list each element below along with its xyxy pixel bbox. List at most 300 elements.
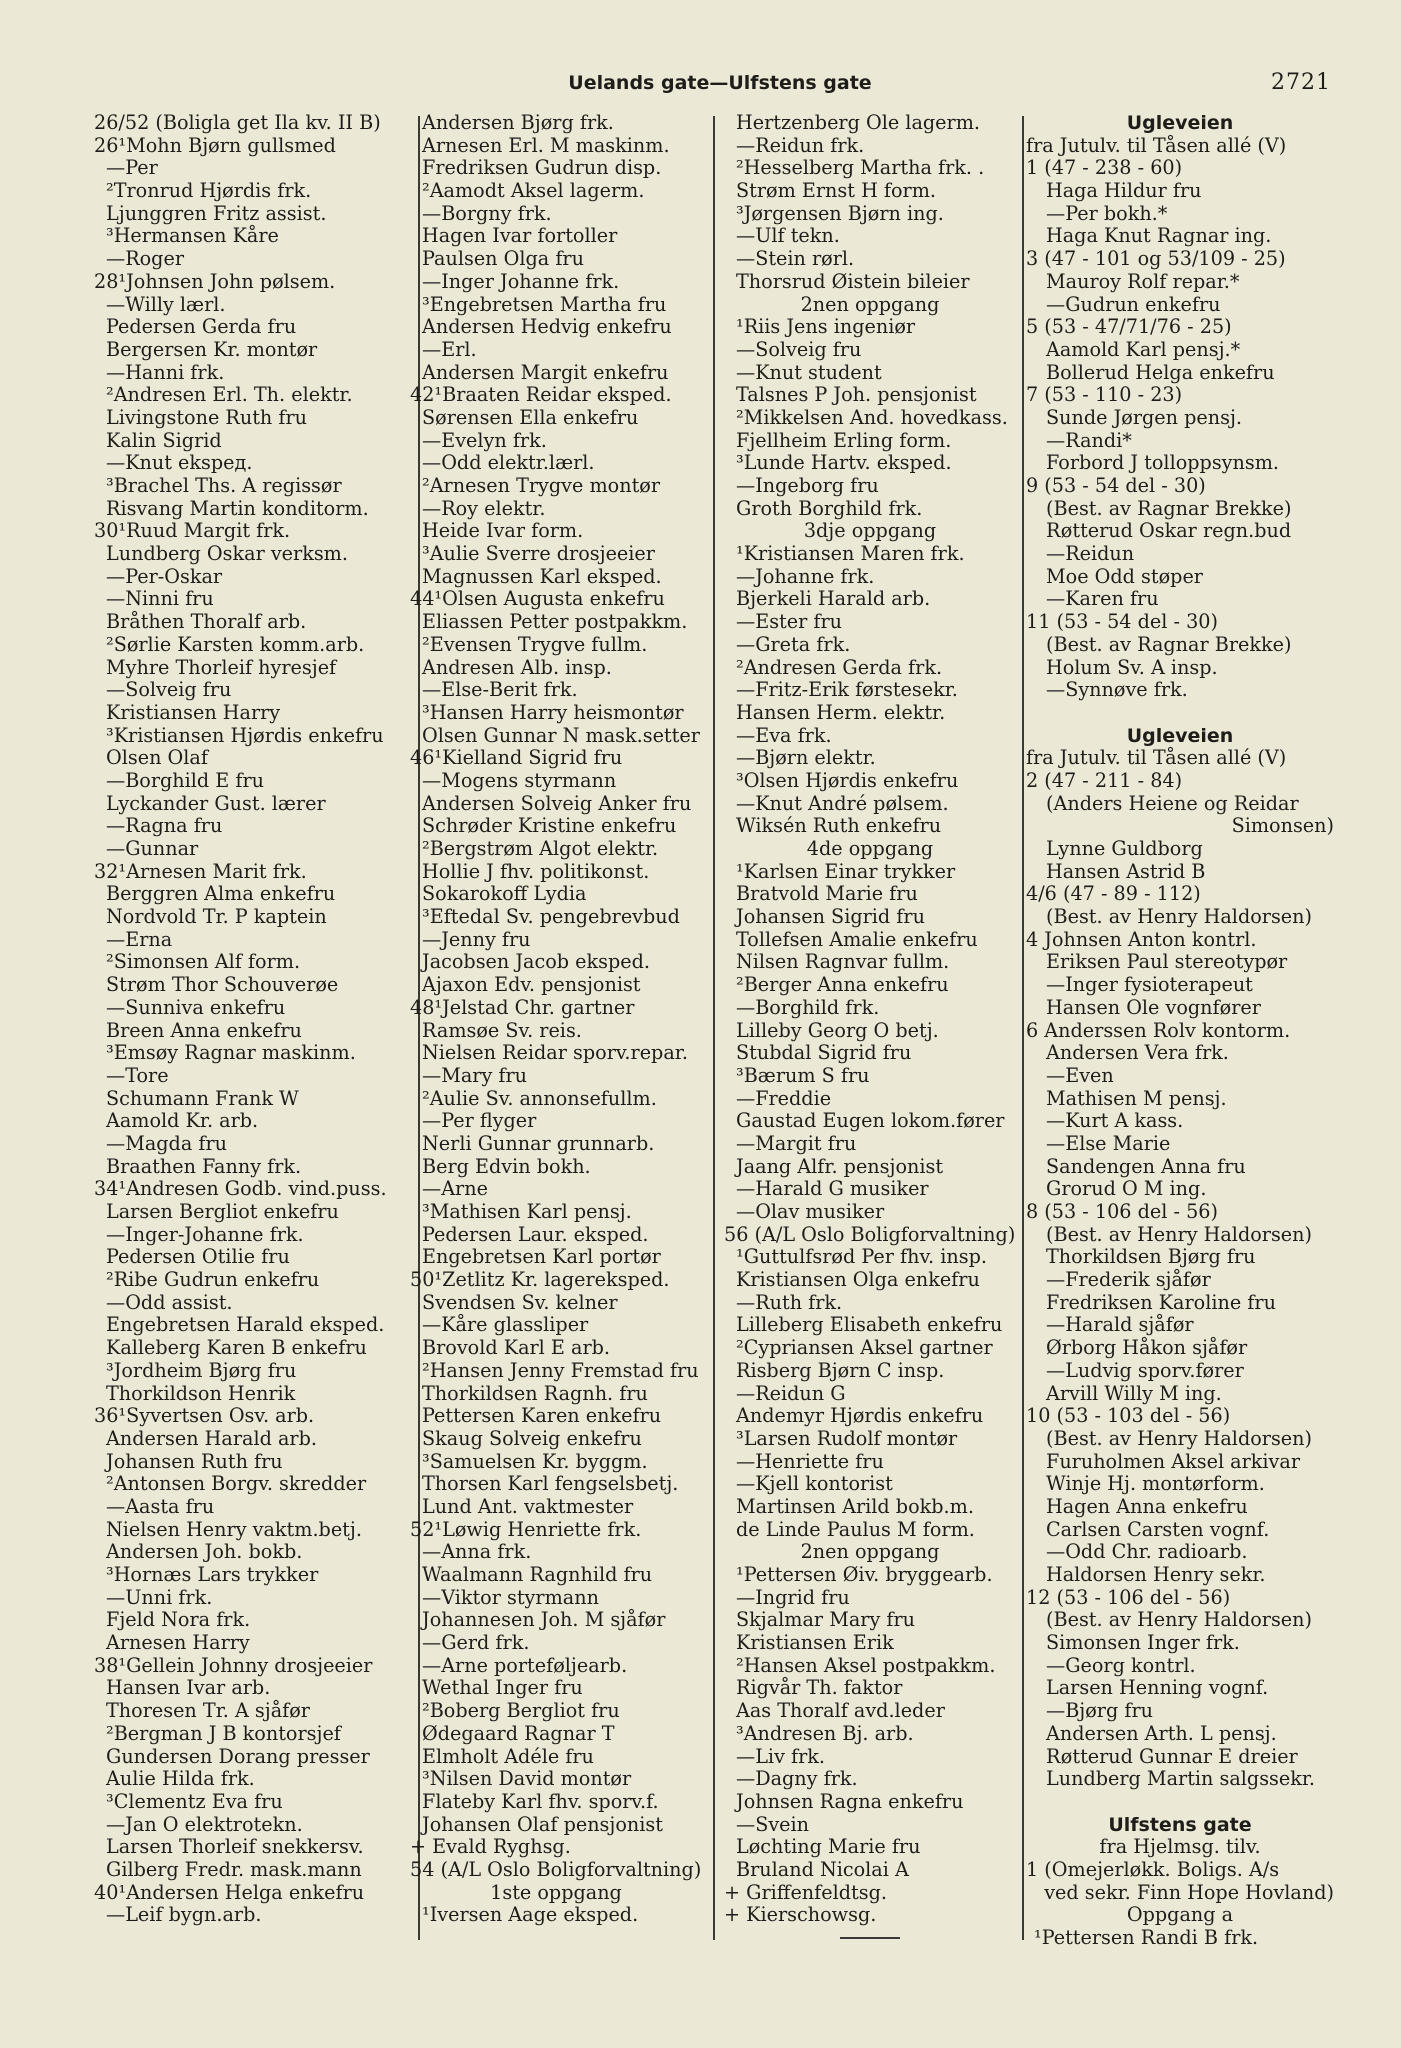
directory-entry: ²Hesselberg Martha frk. .: [736, 156, 985, 180]
directory-entry: Sørensen Ella enkefru: [422, 405, 639, 429]
directory-entry: Schrøder Kristine enkefru: [422, 814, 677, 838]
directory-entry: Fjeld Nora frk.: [106, 1608, 251, 1632]
directory-entry: —Kurt A kass.: [1046, 1109, 1184, 1133]
directory-entry: Carlsen Carsten vognf.: [1046, 1517, 1270, 1541]
directory-entry: Heide Ivar form.: [422, 519, 584, 543]
directory-entry: —Per: [106, 156, 158, 180]
directory-entry: Haga Knut Ragnar ing.: [1046, 224, 1272, 248]
directory-entry: Hansen Astrid B: [1046, 859, 1206, 883]
directory-entry: ²Cypriansen Aksel gartner: [736, 1336, 993, 1360]
directory-entry: ¹Guttulfsrød Per fhv. insp.: [736, 1245, 987, 1269]
directory-entry: —Arne: [422, 1177, 488, 1201]
directory-entry: Andersen Vera frk.: [1046, 1041, 1229, 1065]
directory-entry: —Solveig fru: [736, 337, 862, 361]
directory-entry: —Inger fysioterapeut: [1046, 973, 1253, 997]
directory-entry: 1 (Omejerløkk. Boligs. A/s: [1026, 1857, 1280, 1881]
directory-entry: 40¹Andersen Helga enkefru: [94, 1880, 365, 1904]
directory-entry: ²Andresen Erl. Th. elektr.: [106, 383, 353, 407]
directory-entry: (Best. av Ragnar Brekke): [1046, 496, 1292, 520]
directory-entry: Aamold Karl pensj.*: [1046, 337, 1241, 361]
directory-entry: —Liv frk.: [736, 1744, 826, 1768]
directory-entry: 28¹Johnsen John pølsem.: [94, 269, 336, 293]
running-title: Uelands gate—Ulfstens gate: [568, 72, 872, 94]
directory-entry: —Odd Chr. radioarb.: [1046, 1540, 1248, 1564]
directory-entry: —Anna frk.: [422, 1540, 532, 1564]
directory-entry: —Gunnar: [106, 837, 199, 860]
column-4: [1026, 112, 1334, 1950]
directory-entry: 10 (53 - 103 del - 56): [1026, 1404, 1231, 1428]
directory-entry: Thorkildsen Bjørg fru: [1046, 1245, 1256, 1269]
directory-entry: 1ste oppgang: [490, 1880, 622, 1904]
directory-entry: —Reidun: [1046, 542, 1135, 566]
directory-entry: —Kåre glassliper: [422, 1313, 589, 1337]
directory-entry: Lilleby Georg O betj.: [736, 1018, 939, 1042]
directory-entry: —Randi*: [1046, 428, 1132, 452]
directory-entry: Fjellheim Erling form.: [736, 428, 952, 452]
directory-entry: ²Antonsen Borgv. skredder: [106, 1472, 367, 1496]
directory-entry: Jaang Alfr. pensjonist: [736, 1154, 944, 1178]
directory-entry: Simonsen): [1231, 814, 1334, 838]
directory-entry: 8 (53 - 106 del - 56): [1026, 1200, 1218, 1223]
directory-entry: 3 (47 - 101 og 53/109 - 25): [1026, 247, 1286, 271]
directory-entry: Risvang Martin konditorm.: [106, 496, 369, 520]
directory-entry: Thorsen Karl fengselsbetj.: [422, 1472, 679, 1496]
directory-entry: 11 (53 - 54 del - 30): [1026, 610, 1218, 634]
directory-entry: Eriksen Paul stereotypør: [1046, 950, 1288, 974]
directory-entry: ³Bærum S fru: [736, 1063, 870, 1087]
directory-entry: Olsen Olaf: [106, 746, 208, 770]
directory-entry: Elmholt Adéle fru: [422, 1744, 594, 1768]
directory-entry: Nordvold Tr. P kaptein: [106, 905, 327, 929]
directory-entry: Aulie Hilda frk.: [106, 1767, 255, 1791]
directory-entry: Hansen Herm. elektr.: [736, 700, 946, 724]
directory-entry: Løchting Marie fru: [736, 1835, 921, 1859]
directory-entry: —Borghild E fru: [106, 768, 265, 792]
directory-entry: ²Evensen Trygve fullm.: [422, 632, 648, 656]
directory-entry: —Ingeborg fru: [736, 474, 879, 497]
directory-entry: 4/6 (47 - 89 - 112): [1026, 882, 1201, 906]
directory-entry: —Sunniva enkefru: [106, 995, 286, 1019]
directory-entry: Bollerud Helga enkefru: [1046, 360, 1275, 384]
directory-entry: Jacobsen Jacob eksped.: [422, 950, 651, 974]
directory-entry: Røtterud Gunnar E dreier: [1046, 1744, 1298, 1768]
directory-entry: —Else-Berit frk.: [422, 678, 578, 702]
directory-entry: Ramsøe Sv. reis.: [422, 1018, 582, 1042]
directory-entry: —Unni frk.: [106, 1585, 213, 1609]
directory-entry: Kalin Sigrid: [106, 428, 222, 452]
directory-entry: —Stein rørl.: [736, 247, 855, 271]
directory-entry: 38¹Gellein Johnny drosjeeier: [94, 1653, 373, 1677]
column-1: [86, 112, 412, 1927]
directory-entry: Andersen Joh. bokb.: [106, 1540, 303, 1564]
directory-entry: Bratvold Marie fru: [736, 882, 918, 906]
directory-entry: Johnsen Ragna enkefru: [736, 1789, 964, 1813]
directory-entry: Andersen Harald arb.: [106, 1426, 317, 1450]
directory-entry: —Per flyger: [422, 1109, 537, 1133]
directory-entry: Johannesen Joh. M sjåfør: [422, 1608, 666, 1632]
directory-entry: —Ruth frk.: [736, 1290, 843, 1314]
directory-entry: Mathisen M pensj.: [1046, 1086, 1227, 1110]
directory-entry: ²Simonsen Alf form.: [106, 950, 301, 974]
directory-entry: Breen Anna enkefru: [106, 1018, 302, 1042]
directory-entry: Waalmann Ragnhild fru: [422, 1563, 653, 1586]
directory-entry: ²Bergman J B kontorsjef: [106, 1721, 341, 1745]
directory-entry: ³Larsen Rudolf montør: [736, 1426, 958, 1450]
directory-entry: Wiksén Ruth enkefru: [736, 814, 942, 838]
directory-entry: Hagen Anna enkefru: [1046, 1494, 1248, 1518]
directory-entry: —Aasta fru: [106, 1494, 215, 1518]
directory-entry: 5 (53 - 47/71/76 - 25): [1026, 315, 1232, 339]
directory-entry: 9 (53 - 54 del - 30): [1026, 474, 1206, 497]
directory-entry: Kristiansen Erik: [736, 1631, 894, 1655]
directory-entry: 2nen oppgang: [800, 1540, 940, 1564]
directory-entry: Sandengen Anna fru: [1046, 1154, 1246, 1178]
directory-entry: ³Kristiansen Hjørdis enkefru: [106, 723, 384, 747]
directory-entry: ²Aulie Sv. annonsefullm.: [422, 1086, 657, 1110]
directory-entry: Grorud O M ing.: [1046, 1177, 1207, 1201]
directory-entry: ³Brachel Ths. A regissør: [106, 474, 342, 497]
directory-entry: Røtterud Oskar regn.bud: [1046, 519, 1292, 543]
directory-entry: Thorkildson Henrik: [106, 1381, 296, 1405]
directory-entry: 1 (47 - 238 - 60): [1026, 156, 1183, 180]
directory-entry: Furuholmen Aksel arkivar: [1046, 1449, 1301, 1473]
directory-entry: Nielsen Reidar sporv.repar.: [422, 1041, 688, 1065]
directory-entry: Tollefsen Amalie enkefru: [736, 927, 978, 951]
directory-entry: —Leif bygn.arb.: [106, 1903, 262, 1927]
directory-entry: —Solveig fru: [106, 678, 232, 702]
directory-entry: Lilleberg Elisabeth enkefru: [736, 1313, 1003, 1337]
directory-entry: 34¹Andresen Godb. vind.puss.: [94, 1177, 387, 1201]
directory-entry: + Kierschowsg.: [724, 1903, 877, 1927]
directory-entry: —Ester fru: [736, 610, 843, 634]
directory-entry: Ljunggren Fritz assist.: [106, 201, 327, 225]
directory-entry: —Roger: [106, 247, 184, 271]
directory-entry: 54 (A/L Oslo Boligforvaltning): [410, 1857, 702, 1881]
directory-entry: Engebretsen Harald eksped.: [106, 1313, 385, 1337]
directory-entry: ¹Riis Jens ingeniør: [736, 315, 916, 339]
directory-entry: —Margit fru: [736, 1131, 857, 1155]
directory-entry: —Borgny frk.: [422, 201, 552, 225]
directory-entry: Wethal Inger fru: [422, 1676, 583, 1700]
directory-entry: (Best. av Ragnar Brekke): [1046, 632, 1292, 656]
directory-entry: —Knut student: [736, 360, 882, 384]
directory-entry: ³Engebretsen Martha fru: [422, 292, 667, 316]
directory-entry: —Jan O elektrotekn.: [106, 1812, 303, 1836]
directory-entry: Myhre Thorleif hyresjef: [106, 655, 337, 679]
directory-entry: —Ulf tekn.: [736, 224, 840, 248]
directory-entry: —Per bokh.*: [1046, 201, 1168, 225]
directory-entry: Johansen Olaf pensjonist: [422, 1812, 663, 1836]
directory-entry: 7 (53 - 110 - 23): [1026, 383, 1183, 407]
directory-entry: Forbord J tolloppsynsm.: [1046, 451, 1280, 475]
directory-entry: 52¹Løwig Henriette frk.: [410, 1517, 642, 1541]
directory-entry: Lund Ant. vaktmester: [422, 1494, 634, 1518]
directory-entry: (Anders Heiene og Reidar: [1046, 791, 1299, 815]
directory-entry: (Best. av Henry Haldorsen): [1046, 1426, 1312, 1450]
directory-entry: —Georg kontrl.: [1046, 1653, 1196, 1677]
directory-entry: Strøm Ernst H form.: [736, 179, 937, 203]
directory-entry: Kalleberg Karen B enkefru: [106, 1336, 367, 1360]
directory-entry: Martinsen Arild bokb.m.: [736, 1494, 974, 1518]
directory-entry: ³Mathisen Karl pensj.: [422, 1200, 632, 1223]
directory-entry: ³Andresen Bj. arb.: [736, 1721, 914, 1745]
directory-entry: + Griffenfeldtsg.: [724, 1880, 887, 1904]
directory-entry: fra Jutulv. til Tåsen allé (V): [1026, 133, 1287, 157]
directory-entry: Engebretsen Karl portør: [422, 1245, 661, 1269]
directory-entry: —Dagny frk.: [736, 1767, 858, 1791]
directory-entry: ²Hansen Jenny Fremstad fru: [422, 1358, 699, 1382]
directory-entry: Larsen Bergliot enkefru: [106, 1200, 339, 1223]
directory-entry: Bråthen Thoralf arb.: [106, 610, 307, 634]
directory-entry: —Reidun frk.: [736, 133, 865, 157]
directory-entry: ²Andresen Gerda frk.: [736, 655, 943, 679]
directory-entry: ²Boberg Bergliot fru: [422, 1699, 620, 1723]
directory-entry: Ajaxon Edv. pensjonist: [422, 973, 641, 997]
directory-entry: de Linde Paulus M form.: [736, 1517, 975, 1541]
directory-entry: Ørborg Håkon sjåfør: [1046, 1336, 1248, 1360]
directory-entry: —Gerd frk.: [422, 1631, 530, 1655]
directory-entry: —Even: [1046, 1063, 1114, 1087]
directory-entry: Holum Sv. A insp.: [1046, 655, 1218, 679]
street-heading: Ugleveien: [1126, 112, 1234, 134]
directory-entry: Oppgang a: [1126, 1903, 1234, 1927]
directory-entry: Andemyr Hjørdis enkefru: [736, 1404, 984, 1428]
directory-entry: —Roy elektr.: [422, 496, 546, 520]
directory-entry: —Eva frk.: [736, 723, 832, 747]
directory-entry: —Reidun G: [736, 1381, 846, 1405]
directory-entry: ³Emsøy Ragnar maskinm.: [106, 1041, 356, 1065]
directory-entry: Gundersen Dorang presser: [106, 1744, 370, 1768]
directory-entry: + Evald Ryghsg.: [410, 1835, 571, 1859]
directory-entry: Pedersen Laur. eksped.: [422, 1222, 649, 1246]
directory-entry: fra Hjelmsg. tilv.: [1099, 1835, 1261, 1859]
directory-entry: Eliassen Petter postpakkm.: [422, 610, 688, 634]
directory-entry: 26¹Mohn Bjørn gullsmed: [94, 133, 336, 157]
directory-entry: ²Ribe Gudrun enkefru: [106, 1268, 320, 1292]
directory-entry: Thorkildsen Ragnh. fru: [422, 1381, 648, 1405]
directory-entry: 44¹Olsen Augusta enkefru: [410, 587, 665, 611]
directory-entry: ²Bergstrøm Algot elektr.: [422, 837, 659, 860]
directory-entry: Sokarokoff Lydia: [422, 882, 587, 906]
directory-entry: —Gudrun enkefru: [1046, 292, 1221, 316]
directory-entry: Rigvår Th. faktor: [736, 1676, 903, 1700]
directory-entry: Berggren Alma enkefru: [106, 882, 336, 906]
directory-entry: Simonsen Inger frk.: [1046, 1631, 1240, 1655]
directory-entry: —Ludvig sporv.fører: [1046, 1358, 1244, 1382]
directory-entry: ¹Karlsen Einar trykker: [736, 859, 956, 883]
directory-entry: —Odd assist.: [106, 1290, 233, 1314]
directory-entry: 2nen oppgang: [800, 292, 940, 316]
directory-entry: —Erna: [106, 927, 173, 951]
directory-entry: ³Hansen Harry heismontør: [422, 700, 684, 724]
directory-entry: 50¹Zetlitz Kr. lagereksped.: [410, 1268, 670, 1292]
directory-entry: Strøm Thor Schouverøe: [106, 973, 339, 997]
directory-entry: —Willy lærl.: [106, 292, 226, 316]
directory-entry: —Karen fru: [1046, 587, 1159, 611]
directory-entry: 12 (53 - 106 del - 56): [1026, 1585, 1231, 1609]
directory-entry: Fredriksen Karoline fru: [1046, 1290, 1276, 1314]
directory-entry: Groth Borghild frk.: [736, 496, 923, 520]
directory-entry: Haga Hildur fru: [1046, 179, 1202, 203]
directory-entry: —Synnøve frk.: [1046, 678, 1188, 702]
directory-entry: —Ninni fru: [106, 587, 214, 611]
directory-entry: —Tore: [106, 1063, 169, 1087]
directory-entry: ²Hansen Aksel postpakkm.: [736, 1653, 996, 1677]
directory-entry: Braathen Fanny frk.: [106, 1154, 302, 1178]
directory-entry: 30¹Ruud Margit frk.: [94, 519, 291, 543]
directory-entry: 48¹Jelstad Chr. gartner: [410, 995, 635, 1019]
directory-entry: ³Aulie Sverre drosjeeier: [422, 542, 655, 566]
directory-entry: —Inger-Johanne frk.: [106, 1222, 304, 1246]
directory-entry: Hollie J fhv. politikonst.: [422, 859, 650, 883]
directory-entry: 3dje oppgang: [803, 519, 937, 543]
directory-entry: 26/52 (Boligla get Ila kv. II B): [94, 112, 381, 134]
directory-entry: ¹Iversen Aage eksped.: [422, 1903, 639, 1927]
directory-entry: ³Hornæs Lars trykker: [106, 1563, 319, 1586]
directory-entry: Winje Hj. montørform.: [1046, 1472, 1265, 1496]
directory-entry: ³Olsen Hjørdis enkefru: [736, 768, 959, 792]
directory-entry: Andresen Alb. insp.: [422, 655, 612, 679]
directory-entry: Ødegaard Ragnar T: [422, 1721, 615, 1745]
directory-entry: Livingstone Ruth fru: [106, 405, 308, 429]
directory-entry: Nilsen Ragnvar fullm.: [736, 950, 950, 974]
directory-entry: Olsen Gunnar N mask.setter: [422, 723, 700, 747]
directory-entry: —Borghild frk.: [736, 995, 880, 1019]
directory-entry: ³Clementz Eva fru: [106, 1789, 283, 1813]
directory-entry: Larsen Henning vognf.: [1046, 1676, 1269, 1700]
directory-entry: Bergersen Kr. montør: [106, 337, 318, 361]
directory-entry: Stubdal Sigrid fru: [736, 1041, 912, 1065]
directory-entry: 56 (A/L Oslo Boligforvaltning): [724, 1222, 1016, 1246]
directory-entry: Haldorsen Henry sekr.: [1046, 1563, 1266, 1586]
directory-entry: —Greta frk.: [736, 632, 851, 656]
directory-entry: Aas Thoralf avd.leder: [736, 1699, 945, 1723]
directory-entry: 36¹Syvertsen Osv. arb.: [94, 1404, 315, 1428]
directory-entry: —Kjell kontorist: [736, 1472, 893, 1496]
directory-entry: —Ingrid fru: [736, 1585, 850, 1609]
directory-entry: —Frederik sjåfør: [1046, 1268, 1211, 1292]
directory-entry: Andersen Bjørg frk.: [422, 112, 614, 134]
column-3: [716, 112, 1024, 1960]
directory-entry: 42¹Braaten Reidar eksped.: [410, 383, 672, 407]
directory-entry: Thorsrud Øistein bileier: [736, 269, 970, 293]
directory-entry: —Harald G musiker: [736, 1177, 929, 1201]
directory-entry: [1026, 1791, 1334, 1814]
directory-entry: Thoresen Tr. A sjåfør: [106, 1699, 310, 1723]
directory-entry: (Best. av Henry Haldorsen): [1046, 1222, 1312, 1246]
directory-entry: Pettersen Karen enkefru: [422, 1404, 662, 1428]
directory-entry: —Mary fru: [422, 1063, 528, 1087]
end-rule: [840, 1937, 900, 1939]
directory-entry: ¹Kristiansen Maren frk.: [736, 542, 965, 566]
directory-entry: Larsen Thorleif snekkersv.: [106, 1835, 364, 1859]
directory-entry: ³Hermansen Kåre: [106, 224, 279, 248]
directory-entry: —Svein: [736, 1812, 810, 1836]
directory-entry: —Johanne frk.: [736, 564, 875, 588]
column-rule: [713, 116, 715, 1940]
directory-entry: Pedersen Gerda fru: [106, 315, 297, 339]
directory-entry: ¹Pettersen Øiv. bryggearb.: [736, 1563, 993, 1586]
directory-entry: —Bjørn elektr.: [736, 746, 876, 770]
directory-entry: Andersen Hedvig enkefru: [422, 315, 672, 339]
directory-entry: Gaustad Eugen lokom.fører: [736, 1109, 1005, 1133]
directory-entry: Moe Odd støper: [1046, 564, 1203, 588]
directory-entry: Aamold Kr. arb.: [106, 1109, 259, 1133]
directory-entry: —Hanni frk.: [106, 360, 225, 384]
directory-entry: —Evelyn frk.: [422, 428, 547, 452]
directory-entry: ²Tronrud Hjørdis frk.: [106, 179, 312, 203]
directory-entry: Fredriksen Gudrun disp.: [422, 156, 662, 180]
directory-entry: —Jenny fru: [422, 927, 531, 951]
directory-entry: ³Jørgensen Bjørn ing.: [736, 201, 944, 225]
directory-entry: —Knut André pølsem.: [736, 791, 949, 815]
directory-entry: Andersen Arth. L pensj.: [1046, 1721, 1277, 1745]
directory-entry: Arnesen Erl. M maskinm.: [422, 133, 670, 157]
directory-entry: Lyckander Gust. lærer: [106, 791, 326, 815]
directory-entry: —Harald sjåfør: [1046, 1313, 1194, 1337]
directory-entry: Mauroy Rolf repar.*: [1046, 269, 1240, 293]
directory-entry: —Mogens styrmann: [422, 768, 617, 792]
directory-entry: Svendsen Sv. kelner: [422, 1290, 618, 1314]
directory-entry: ²Aamodt Aksel lagerm.: [422, 179, 645, 203]
directory-entry: 4 Johnsen Anton kontrl.: [1026, 927, 1257, 951]
directory-entry: Nerli Gunnar grunnarb.: [422, 1131, 655, 1155]
directory-entry: Magnussen Karl eksped.: [422, 564, 662, 588]
directory-entry: ²Sørlie Karsten komm.arb.: [106, 632, 365, 656]
directory-entry: ²Arnesen Trygve montør: [422, 474, 661, 497]
street-heading: Ulfstens gate: [1108, 1813, 1252, 1836]
directory-entry: Paulsen Olga fru: [422, 247, 584, 271]
directory-entry: 6 Anderssen Rolv kontorm.: [1026, 1018, 1291, 1042]
directory-entry: Risberg Bjørn C insp.: [736, 1358, 945, 1382]
directory-entry: Lundberg Martin salgssekr.: [1046, 1767, 1316, 1791]
directory-entry: Hansen Ivar arb.: [106, 1676, 271, 1700]
directory-entry: —Henriette fru: [736, 1449, 884, 1473]
directory-entry: Lundberg Oskar verksm.: [106, 542, 348, 566]
directory-entry: Pedersen Otilie fru: [106, 1245, 290, 1269]
directory-entry: —Arne porteføljearb.: [422, 1653, 628, 1677]
directory-entry: Johansen Ruth fru: [106, 1449, 283, 1473]
directory-entry: ²Berger Anna enkefru: [736, 973, 949, 997]
directory-entry: 2 (47 - 211 - 84): [1026, 768, 1183, 792]
directory-entry: —Odd elektr.lærl.: [422, 451, 595, 475]
directory-entry: Gilberg Fredr. mask.mann: [106, 1857, 362, 1881]
directory-entry: Lynne Guldborg: [1046, 837, 1203, 860]
directory-entry: —Fritz-Erik førstesekr.: [736, 678, 958, 702]
directory-entry: Andersen Margit enkefru: [422, 360, 669, 384]
directory-entry: 32¹Arnesen Marit frk.: [94, 859, 307, 883]
directory-entry: —Else Marie: [1046, 1131, 1171, 1155]
directory-entry: (Best. av Henry Haldorsen): [1046, 905, 1312, 929]
directory-entry: Arnesen Harry: [106, 1631, 250, 1655]
directory-entry: —Erl.: [422, 337, 477, 361]
directory-entry: ³Eftedal Sv. pengebrevbud: [422, 905, 680, 929]
directory-entry: ³Jordheim Bjørg fru: [106, 1358, 297, 1382]
directory-entry: Hagen Ivar fortoller: [422, 224, 618, 248]
page-number: 2721: [1271, 70, 1331, 95]
directory-entry: Flateby Karl fhv. sporv.f.: [422, 1789, 659, 1813]
directory-entry: ³Nilsen David montør: [422, 1767, 632, 1791]
directory-entry: Andersen Solveig Anker fru: [422, 791, 692, 815]
directory-entry: [1026, 702, 1334, 725]
directory-entry: (Best. av Henry Haldorsen): [1046, 1608, 1312, 1632]
directory-entry: —Ragna fru: [106, 814, 223, 838]
column-2: [402, 112, 710, 1927]
directory-entry: Skaug Solveig enkefru: [422, 1426, 642, 1450]
directory-entry: ¹Pettersen Randi B frk.: [1034, 1926, 1259, 1949]
directory-entry: [716, 1937, 1024, 1960]
directory-entry: Hertzenberg Ole lagerm.: [736, 112, 980, 134]
